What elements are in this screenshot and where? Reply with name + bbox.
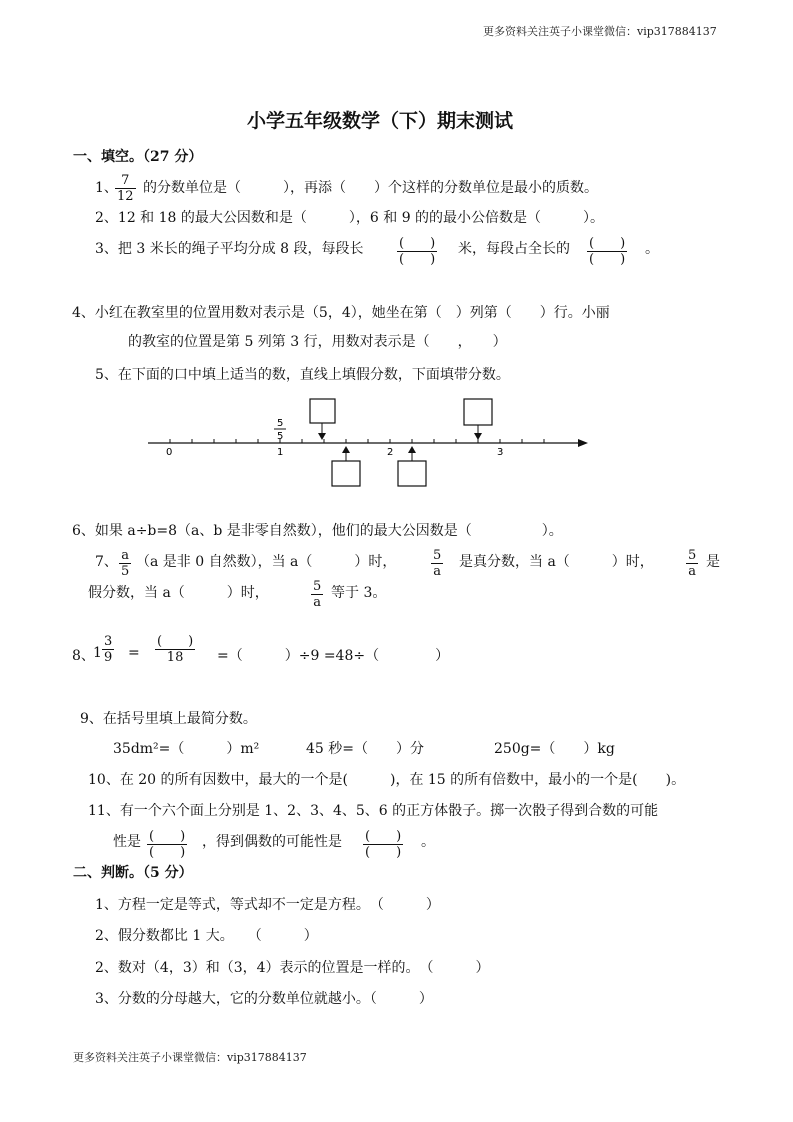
q1-frac-denominator: 12 <box>117 189 134 204</box>
q9-item-3: 250g=（ ）kg <box>494 741 615 757</box>
q8-f2-denominator: 18 <box>166 650 184 665</box>
q3-blank-den-1: ( ) <box>399 252 436 267</box>
q8-f1-numerator: 3 <box>104 634 113 649</box>
q7-f1-numerator: a <box>121 548 130 563</box>
q7-fraction-1 <box>119 549 131 578</box>
section2-heading: 二、判断。（5 分） <box>73 865 193 881</box>
nl-top-box-2[interactable] <box>464 399 492 425</box>
q1-prefix: 1、 <box>95 180 118 196</box>
q8-f2-numerator: ( ) <box>157 634 194 649</box>
q3-blank-den-2: ( ) <box>589 252 626 267</box>
q6-text: 6、如果 a÷b=8（a、b 是非零自然数），他们的最大公因数是（ ）。 <box>72 523 563 539</box>
nl-top-arrowhead-2 <box>474 433 482 440</box>
q8-eq-1: = <box>128 645 140 661</box>
q7-fraction-2 <box>431 549 443 578</box>
nl-bottom-arrowhead-2 <box>408 446 416 453</box>
judge-item-3: 2、数对（4，3）和（3，4）表示的位置是一样的。 （ ） <box>95 960 490 976</box>
q3-text-a: 3、把 3 米长的绳子平均分成 8 段，每段长 <box>95 241 364 257</box>
q3-blank-fraction-2[interactable] <box>587 237 627 266</box>
number-line-ticks <box>170 439 544 443</box>
q8-rest: =（ ）÷9 =48÷（ ） <box>217 648 450 664</box>
q3-blank-fraction-1[interactable] <box>397 237 437 266</box>
q11-blank-den-1: ( ) <box>149 845 186 860</box>
q7-f3-numerator: 5 <box>688 548 697 563</box>
q7-f4-denominator: a <box>313 595 322 610</box>
q8-whole: 1 <box>93 645 102 661</box>
q11-text-c: 。 <box>421 834 435 850</box>
q10-text: 10、在 20 的所有因数中，最大的一个是( )，在 15 的所有倍数中，最小的一个是( )。 <box>88 772 686 788</box>
q7-text-3: 是 <box>706 554 720 570</box>
q7-f3-denominator: a <box>688 564 697 579</box>
q3-text-c: 。 <box>645 241 659 257</box>
q9-item-2: 45 秒=（ ）分 <box>306 741 424 757</box>
q7-text-5: 等于 3。 <box>331 585 387 601</box>
nl-frac-numerator: 5 <box>277 418 284 429</box>
nl-label-3: 3 <box>497 447 504 458</box>
q3-blank-num-1: ( ) <box>399 236 436 251</box>
page-title: 小学五年级数学（下）期末测试 <box>247 110 514 132</box>
q4-line-2: 的教室的位置是第 5 列第 3 行，用数对表示是（ ， ） <box>128 334 507 350</box>
nl-label-2: 2 <box>387 447 394 458</box>
nl-label-0: 0 <box>166 447 173 458</box>
q7-text-4: 假分数，当 a（ ）时， <box>88 585 269 601</box>
q3-text-b: 米，每段占全长的 <box>458 241 570 257</box>
q11-blank-den-2: ( ) <box>365 845 402 860</box>
q5-text: 5、在下面的口中填上适当的数，直线上填假分数，下面填带分数。 <box>95 367 510 383</box>
q8-fraction-1 <box>102 635 114 664</box>
judge-item-2: 2、假分数都比 1 大。 （ ） <box>95 928 318 944</box>
judge-item-1: 1、方程一定是等式，等式却不一定是方程。 （ ） <box>95 897 440 913</box>
q11-blank-fraction-1[interactable] <box>147 830 187 859</box>
q11-blank-num-2: ( ) <box>365 829 402 844</box>
q1-fraction <box>115 174 136 203</box>
nl-frac-denominator: 5 <box>277 431 284 442</box>
q7-f2-denominator: a <box>433 564 442 579</box>
q8-fraction-2[interactable] <box>155 635 195 664</box>
nl-bottom-box-2[interactable] <box>398 461 426 486</box>
q7-text-2: 是真分数，当 a（ ）时， <box>459 554 654 570</box>
q1-frac-numerator: 7 <box>121 173 130 188</box>
q7-f2-numerator: 5 <box>433 548 442 563</box>
nl-bottom-box-1[interactable] <box>332 461 360 486</box>
q11-text-b: ，得到偶数的可能性是 <box>202 834 342 850</box>
q7-text-1: （a 是非 0 自然数），当 a（ ）时， <box>136 554 397 570</box>
judge-item-4: 3、分数的分母越大，它的分数单位就越小。（ ） <box>95 991 433 1007</box>
q11-blank-num-1: ( ) <box>149 829 186 844</box>
nl-top-arrowhead-1 <box>318 433 326 440</box>
q3-blank-num-2: ( ) <box>589 236 626 251</box>
q1-text: 的分数单位是（ ），再添（ ）个这样的分数单位是最小的质数。 <box>143 180 598 196</box>
nl-label-1: 1 <box>277 447 284 458</box>
number-line-figure <box>140 395 595 490</box>
q11-line-1: 11、有一个六个面上分别是 1、2、3、4、5、6 的正方体骰子。掷一次骰子得到合数的可能 <box>88 803 659 819</box>
q7-f4-numerator: 5 <box>313 579 322 594</box>
q11-text-a: 性是 <box>113 834 141 850</box>
nl-top-box-1[interactable] <box>310 399 335 423</box>
q7-fraction-3 <box>686 549 698 578</box>
footer-note: 更多资料关注英子小课堂微信：vip317884137 <box>73 1051 307 1064</box>
q8-prefix: 8、 <box>72 648 95 664</box>
section1-heading: 一、填空。（27 分） <box>73 149 203 165</box>
q8-f1-denominator: 9 <box>104 650 113 665</box>
q4-line-1: 4、小红在教室里的位置用数对表示是（5，4），她坐在第（ ）列第（ ）行。小丽 <box>72 305 610 321</box>
q7-prefix: 7、 <box>95 554 118 570</box>
q7-fraction-4 <box>311 580 323 609</box>
q7-f1-denominator: 5 <box>121 564 130 579</box>
q9-item-1: 35dm²=（ ）m² <box>113 741 260 757</box>
nl-bottom-arrowhead-1 <box>342 446 350 453</box>
number-line-arrowhead <box>578 439 588 447</box>
q2-text: 2、12 和 18 的最大公因数和是（ ），6 和 9 的的最小公倍数是（ ）。 <box>95 210 605 226</box>
header-note: 更多资料关注英子小课堂微信：vip317884137 <box>483 25 717 38</box>
q11-blank-fraction-2[interactable] <box>363 830 403 859</box>
q9-text: 9、在括号里填上最简分数。 <box>80 711 257 727</box>
